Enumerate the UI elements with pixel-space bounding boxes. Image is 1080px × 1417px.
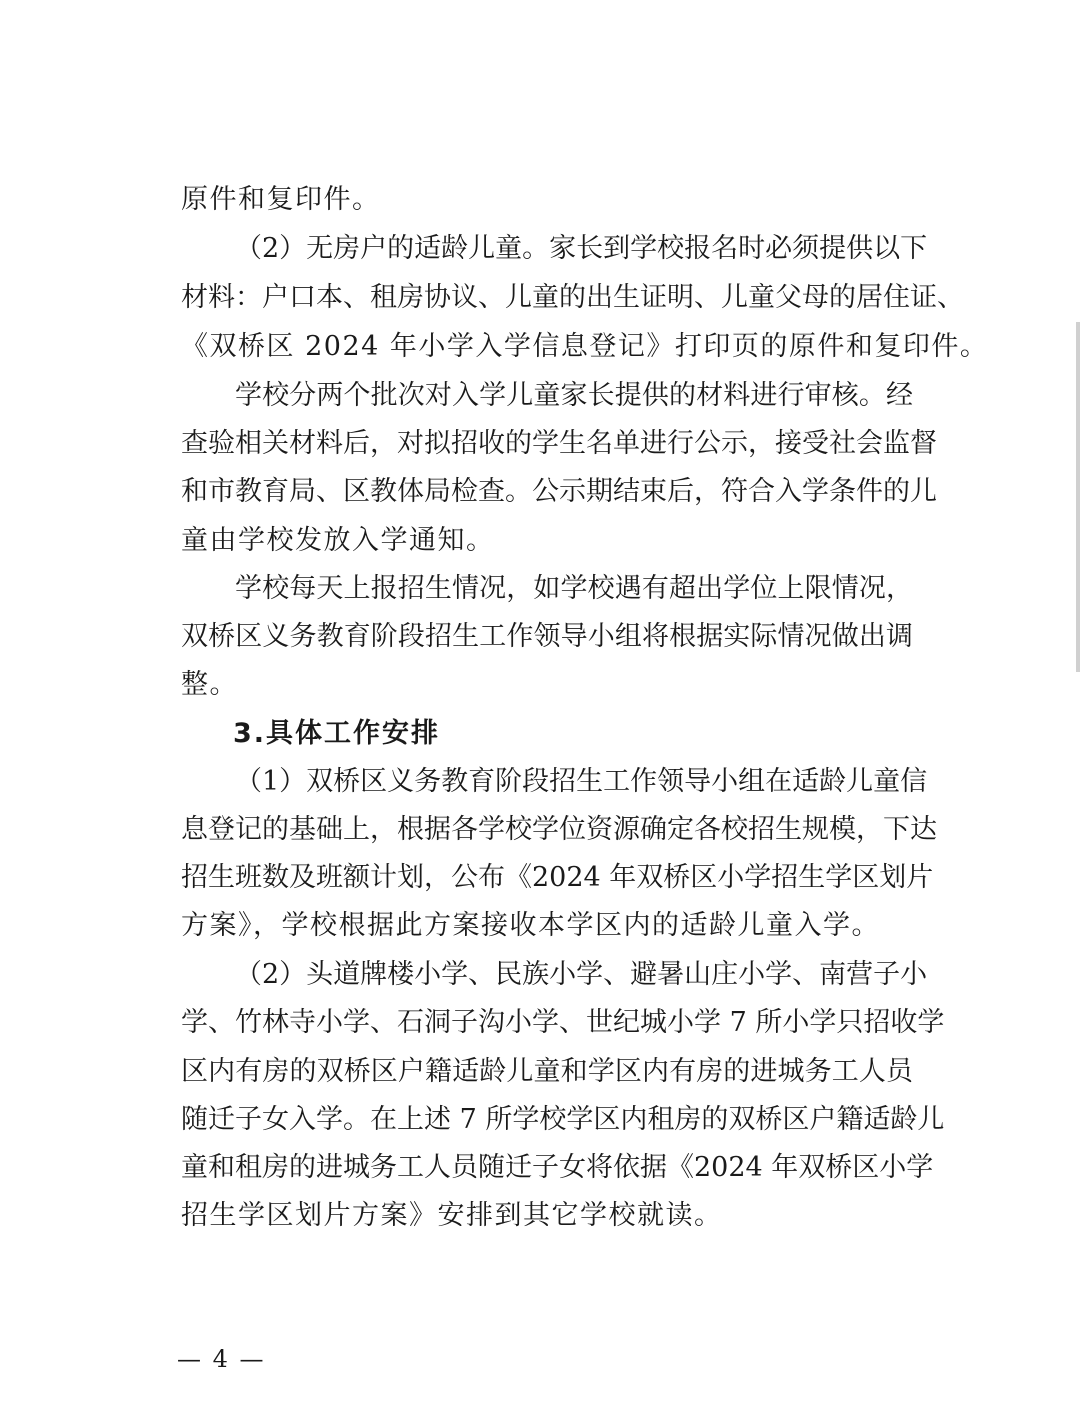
paragraph-line: 招生班数及班额计划，公布《2024 年双桥区小学招生学区划片: [181, 862, 934, 893]
paragraph-line: 随迁子女入学。在上述 7 所学校学区内租房的双桥区户籍适龄儿: [181, 1104, 945, 1135]
paragraph-line: （1）双桥区义务教育阶段招生工作领导小组在适龄儿童信: [235, 766, 928, 797]
paragraph-line: （2）无房户的适龄儿童。家长到学校报名时必须提供以下: [235, 233, 928, 264]
paragraph-line: 童和租房的进城务工人员随迁子女将依据《2024 年双桥区小学: [181, 1152, 934, 1183]
scrollbar-indicator: [1076, 322, 1080, 672]
paragraph-line: 整。: [181, 669, 238, 700]
paragraph-line: 方案》，学校根据此方案接收本学区内的适龄儿童入学。: [181, 910, 880, 941]
paragraph-line: 材料：户口本、租房协议、儿童的出生证明、儿童父母的居住证、: [181, 282, 964, 313]
paragraph-line: 学校每天上报招生情况，如学校遇有超出学位上限情况，: [235, 573, 913, 604]
paragraph-line: 息登记的基础上，根据各学校学位资源确定各校招生规模，下达: [181, 814, 937, 845]
paragraph-line: 招生学区划片方案》安排到其它学校就读。: [181, 1200, 723, 1231]
paragraph-line: 原件和复印件。: [181, 184, 381, 215]
paragraph-line: 查验相关材料后，对拟招收的学生名单进行公示，接受社会监督: [181, 428, 937, 459]
section-heading: 3.具体工作安排: [233, 718, 441, 749]
paragraph-line: 区内有房的双桥区户籍适龄儿童和学区内有房的进城务工人员: [181, 1056, 913, 1087]
paragraph-line: 学、竹林寺小学、石洞子沟小学、世纪城小学 7 所小学只招收学: [181, 1007, 945, 1038]
paragraph-line: （2）头道牌楼小学、民族小学、避暑山庄小学、南营子小: [235, 959, 928, 990]
paragraph-line: 双桥区义务教育阶段招生工作领导小组将根据实际情况做出调: [181, 621, 913, 652]
page-number: — 4 —: [177, 1345, 266, 1373]
paragraph-line: 《双桥区 2024 年小学入学信息登记》打印页的原件和复印件。: [181, 331, 989, 362]
paragraph-line: 学校分两个批次对入学儿童家长提供的材料进行审核。经: [235, 380, 913, 411]
paragraph-line: 和市教育局、区教体局检查。公示期结束后，符合入学条件的儿: [181, 476, 937, 507]
paragraph-line: 童由学校发放入学通知。: [181, 525, 495, 556]
